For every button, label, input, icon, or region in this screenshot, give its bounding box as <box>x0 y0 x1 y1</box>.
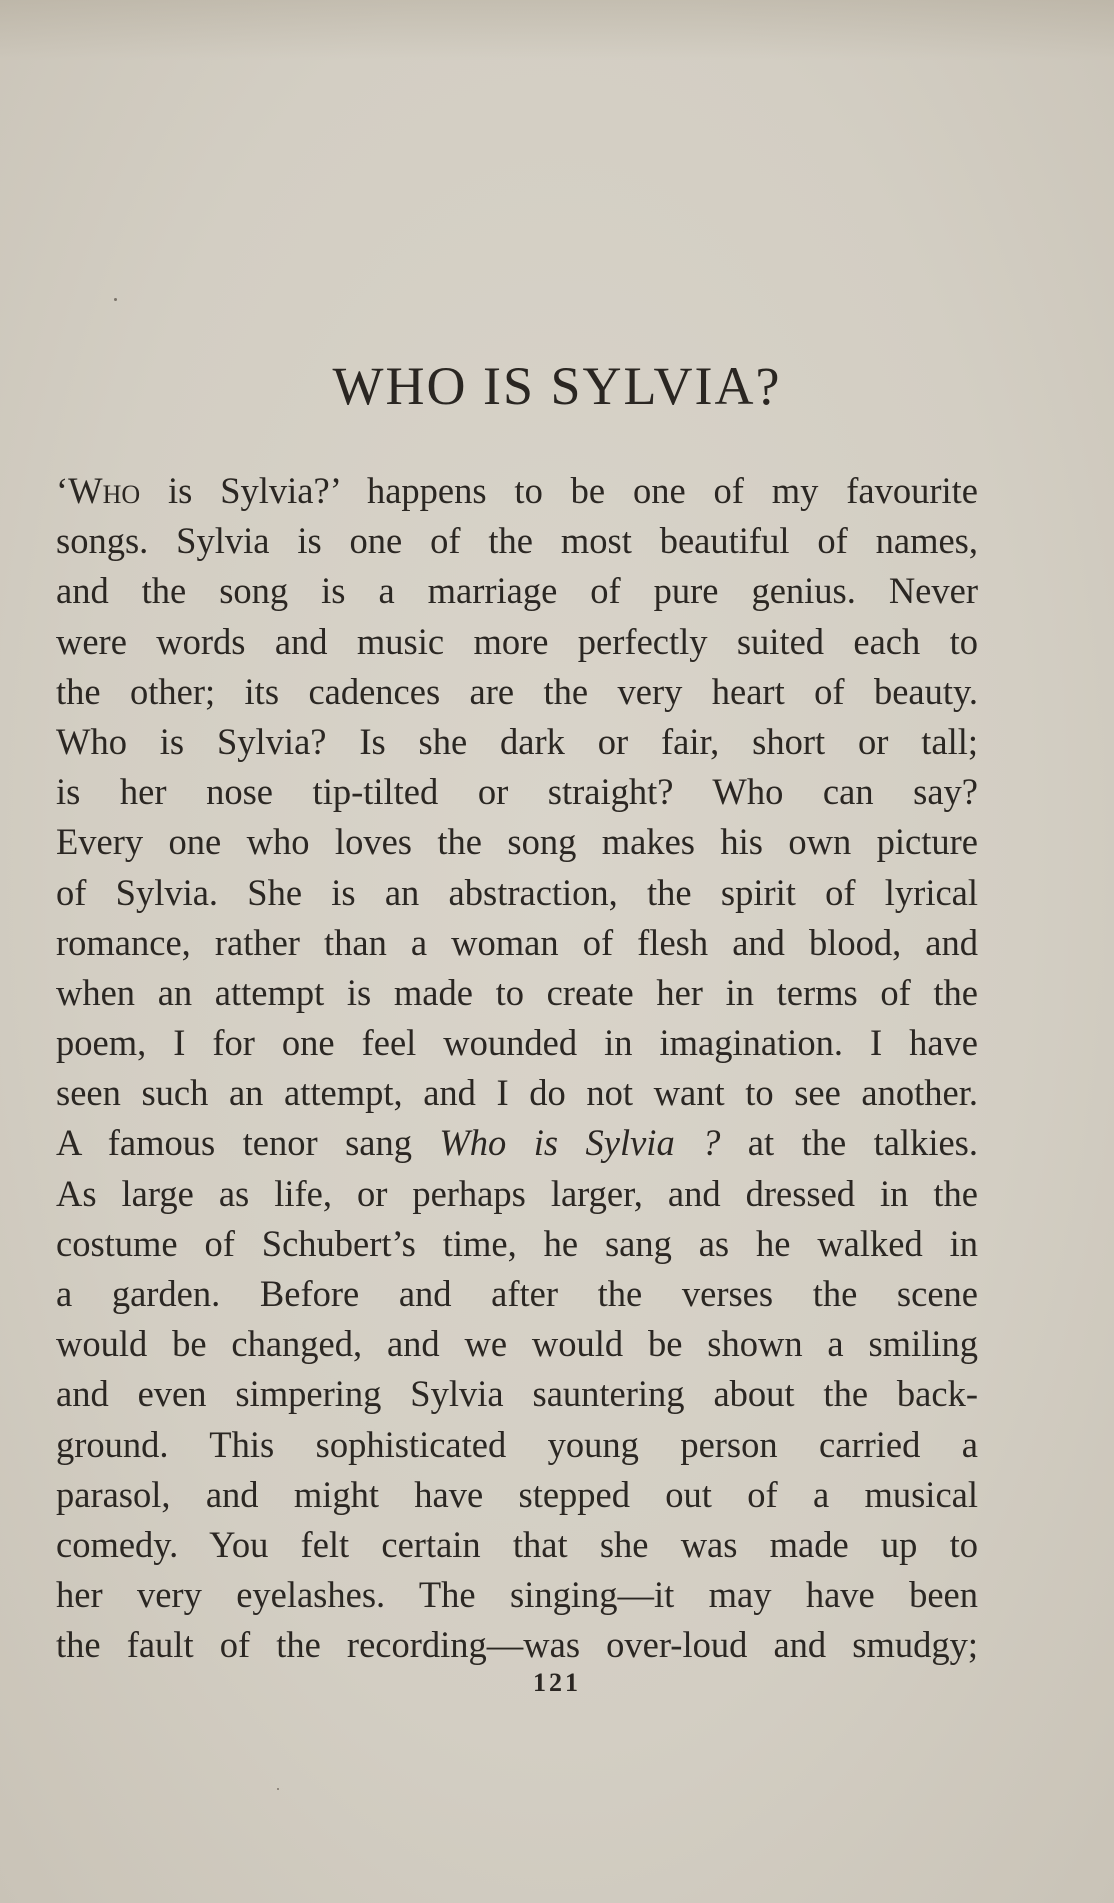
opening-quote: ‘ <box>56 470 69 511</box>
text-line <box>56 1118 978 1168</box>
page-number: 121 <box>533 1668 581 1697</box>
text-line: and the song is a marriage of pure genius. Never <box>56 570 978 612</box>
text-line: Who is Sylvia? Is she dark or fair, short or tall; <box>56 720 978 762</box>
text-line: comedy. You felt certain that she was made up to <box>56 1523 978 1565</box>
text-line: parasol, and might have stepped out of a musical <box>56 1473 978 1515</box>
text-line: costume of Schubert’s time, he sang as he walked in <box>56 1222 978 1264</box>
text-line: songs. Sylvia is one of the most beautiful of names, <box>56 520 978 562</box>
text-line: were words and music more perfectly suited each to <box>56 620 978 662</box>
text-line: As large as life, or perhaps larger, and dressed in the <box>56 1172 978 1214</box>
paper-speck <box>114 298 117 301</box>
small-caps-word: Who <box>68 470 141 511</box>
body-paragraph <box>56 466 978 1671</box>
text-line: ground. This sophisticated young person carried a <box>56 1423 978 1465</box>
text-line: and even simpering Sylvia sauntering about the back- <box>56 1373 978 1415</box>
line-text: is Sylvia?’ happens to be one of my favourite <box>140 470 978 511</box>
text-line: the other; its cadences are the very heart of beauty. <box>56 670 978 712</box>
text-line: when an attempt is made to create her in terms of the <box>56 971 978 1013</box>
text-line: poem, I for one feel wounded in imagination. I have <box>56 1022 978 1064</box>
text-line: is her nose tip-tilted or straight? Who can say? <box>56 771 978 813</box>
chapter-title: WHO IS SYLVIA? <box>332 356 782 416</box>
text-line: of Sylvia. She is an abstraction, the spirit of lyrical <box>56 871 978 913</box>
text-line: romance, rather than a woman of flesh and blood, and <box>56 921 978 963</box>
text-line: Every one who loves the song makes his own picture <box>56 821 978 863</box>
text-line <box>56 466 978 516</box>
paper-speck <box>277 1788 279 1790</box>
text-line: her very eyelashes. The singing—it may have been <box>56 1574 978 1616</box>
text-line: a garden. Before and after the verses the scene <box>56 1273 978 1314</box>
page-edge-shadow <box>0 0 1114 60</box>
text-line: the fault of the recording—was over-loud and smudgy; <box>56 1624 978 1666</box>
text-line: seen such an attempt, and I do not want to see another. <box>56 1072 978 1114</box>
line-text: A famous tenor sang <box>56 1122 440 1164</box>
line-text: at the talkies. <box>720 1122 978 1164</box>
text-line: would be changed, and we would be shown a smiling <box>56 1323 978 1365</box>
song-title-italic: Who is Sylvia ? <box>439 1122 721 1164</box>
